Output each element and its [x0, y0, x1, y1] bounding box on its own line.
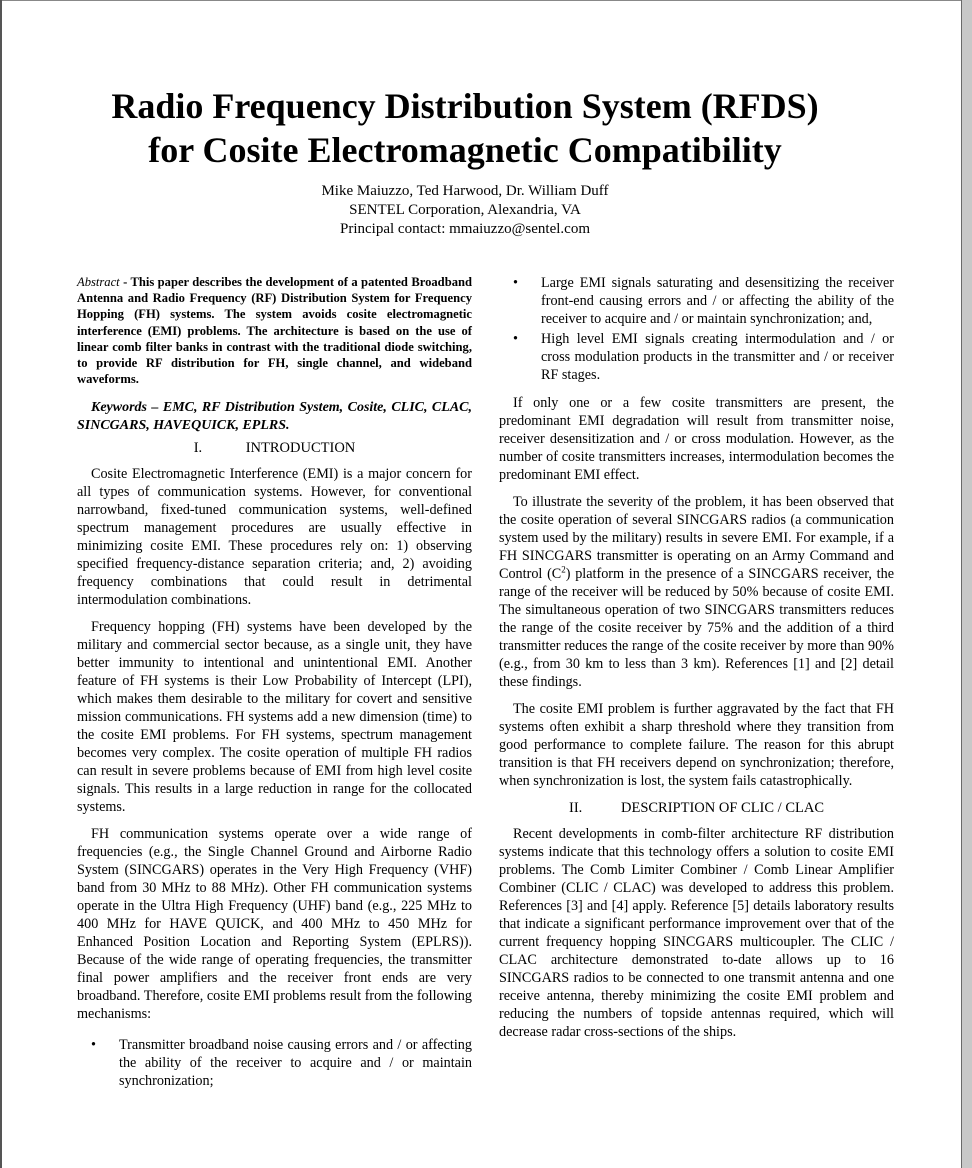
paragraph: The cosite EMI problem is further aggravated by the fact that FH systems often exhibit a sharp threshold where they transition from good performance to complete failure. The reason for this abrupt transition is that FH receivers depend on synchronization; therefore, when synchronization is lost, the system fails catastrophically.	[499, 701, 894, 789]
paper-header	[0, 84, 930, 239]
paragraph: Frequency hopping (FH) systems have been developed by the military and commercial sector because, as a single unit, they have better immunity to intentional and unintentional EMI. Another feature of FH systems is their Low Probability of Intercept (LPI), which makes them desirable to the military for covert and sensitive mission communications. FH systems add a new dimension (time) to the cosite EMI problems. For FH systems, spectrum management becomes very complex. The cosite operation of multiple FH radios can result in severe problems because of EMI from high level cosite signals. This results in a large reduction in range for the collocated systems.	[77, 619, 472, 816]
keywords: Keywords – EMC, RF Distribution System, Cosite, CLIC, CLAC, SINCGARS, HAVEQUICK, EPLRS.	[77, 400, 472, 434]
page-top-edge	[0, 0, 972, 1]
right-column	[499, 274, 894, 1050]
bullet-list	[499, 274, 894, 384]
paragraph-text: To illustrate the severity of the problem, it has been observed that the cosite operation of several SINCGARS radios (a communication system used by the military) results in severe EMI. For example, if a FH SINCGARS transmitter is operating on an Army Command and Control (C	[499, 494, 894, 582]
contact: Principal contact: mmaiuzzo@sentel.com	[340, 221, 590, 237]
list-item-text: Transmitter broadband noise causing errors and / or affecting the ability of the receiver to acquire and / or maintain synchronization;	[119, 1037, 472, 1090]
list-item	[499, 330, 894, 384]
superscript: 2	[561, 564, 566, 575]
list-item-text: Large EMI signals saturating and desensitizing the receiver front-end causing errors and / or affecting the ability of the receiver to acquire and / or maintain synchronization; and,	[541, 275, 894, 327]
bullet-icon: •	[513, 275, 518, 291]
paragraph: If only one or a few cosite transmitters are present, the predominant EMI degradation will result from transmitter noise, receiver desensitization and / or cross modulation. However, as the number of cosite transmitters increases, intermodulation becomes the predominant EMI effect.	[499, 395, 894, 483]
bullet-list	[77, 1036, 472, 1090]
section-number: II.	[568, 800, 583, 816]
list-item	[77, 1036, 472, 1090]
section-title: INTRODUCTION	[245, 440, 356, 457]
title-line-2: for Cosite Electromagnetic Compatibility	[148, 130, 782, 170]
section-title: DESCRIPTION OF CLIC / CLAC	[620, 800, 825, 816]
paragraph: FH communication systems operate over a wide range of frequencies (e.g., the Single Channel Ground and Airborne Radio System (SINCGARS) operates in the Very High Frequency (VHF) band from 30 MHz to 88 MHz). Other FH communication systems operate in the Ultra High Frequency (UHF) band (e.g., 225 MHz to 400 MHz for HAVE QUICK, and 400 MHz to 450 MHz for Enhanced Position Location and Reporting System (EPLRS)). Because of the wide range of operating frequencies, the transmitter final power amplifiers and the receiver front ends are very broadband. Therefore, cosite EMI problems result from the following mechanisms:	[77, 826, 472, 1023]
title-line-1: Radio Frequency Distribution System (RFDS)	[111, 86, 819, 126]
section-heading-introduction	[77, 439, 472, 457]
abstract-lead: Abstract	[77, 275, 120, 289]
affiliation: SENTEL Corporation, Alexandria, VA	[349, 202, 581, 218]
section-number: I.	[193, 440, 203, 457]
authors: Mike Maiuzzo, Ted Harwood, Dr. William Duff	[321, 183, 609, 199]
bullet-icon: •	[513, 331, 518, 347]
paragraph-text: ) platform in the presence of a SINCGARS receiver, the range of the receiver will be reduced by 50% because of cosite EMI. The simultaneous operation of two SINCGARS transmitters reduces the range of the cosite receiver by 75% and the addition of a third transmitter reduces the range of the cosite receiver by more than 90% (e.g., from 30 km to less than 3 km). References [1] and [2] detail these findings.	[499, 566, 894, 690]
left-column	[77, 274, 472, 1100]
paragraph: Recent developments in comb-filter architecture RF distribution systems indicate that this technology offers a solution to cosite EMI problems. The Comb Limiter Combiner / Comb Linear Amplifier Combiner (CLIC / CLAC) was developed to address this problem. References [3] and [4] apply. Reference [5] details laboratory results that indicate a significant performance improvement over that of the current frequency hopping SINCGARS multicoupler. The CLIC / CLAC architecture demonstrated to-date allows up to 16 SINCGARS radios to be connected to one transmit antenna and one receive antenna, thereby minimizing the cosite EMI problem and reducing the numbers of topside antennas required, which will decrease radar cross-sections of the ships.	[499, 826, 894, 1040]
section-heading-description	[499, 799, 894, 817]
abstract	[77, 274, 472, 387]
paragraph: Cosite Electromagnetic Interference (EMI) is a major concern for all types of communication systems. However, for conventional narrowband, fixed-tuned communication systems, well-defined spectrum management procedures are usually effective in minimizing cosite EMI. These procedures rely on: 1) observing specified frequency-distance separation criteria; and, 2) avoiding frequency combinations that could result in detrimental intermodulation combinations.	[77, 466, 472, 609]
paper-title	[0, 84, 930, 172]
abstract-text: - This paper describes the development of a patented Broadband Antenna and Radio Frequency (RF) Distribution System for Frequency Hopping (FH) systems. The system avoids cosite electromagnetic interference (EMI) problems. The architecture is based on the use of linear comb filter banks in contrast with the traditional diode switching, to provide RF distribution for FH, single channel, and wideband waveforms.	[77, 275, 472, 387]
bullet-icon: •	[91, 1037, 96, 1054]
window-right-scrollbar[interactable]	[961, 0, 972, 1168]
list-item-text: High level EMI signals creating intermodulation and / or cross modulation products in the transmitter and / or receiver RF stages.	[541, 331, 894, 383]
list-item	[499, 274, 894, 328]
paragraph	[499, 493, 894, 691]
